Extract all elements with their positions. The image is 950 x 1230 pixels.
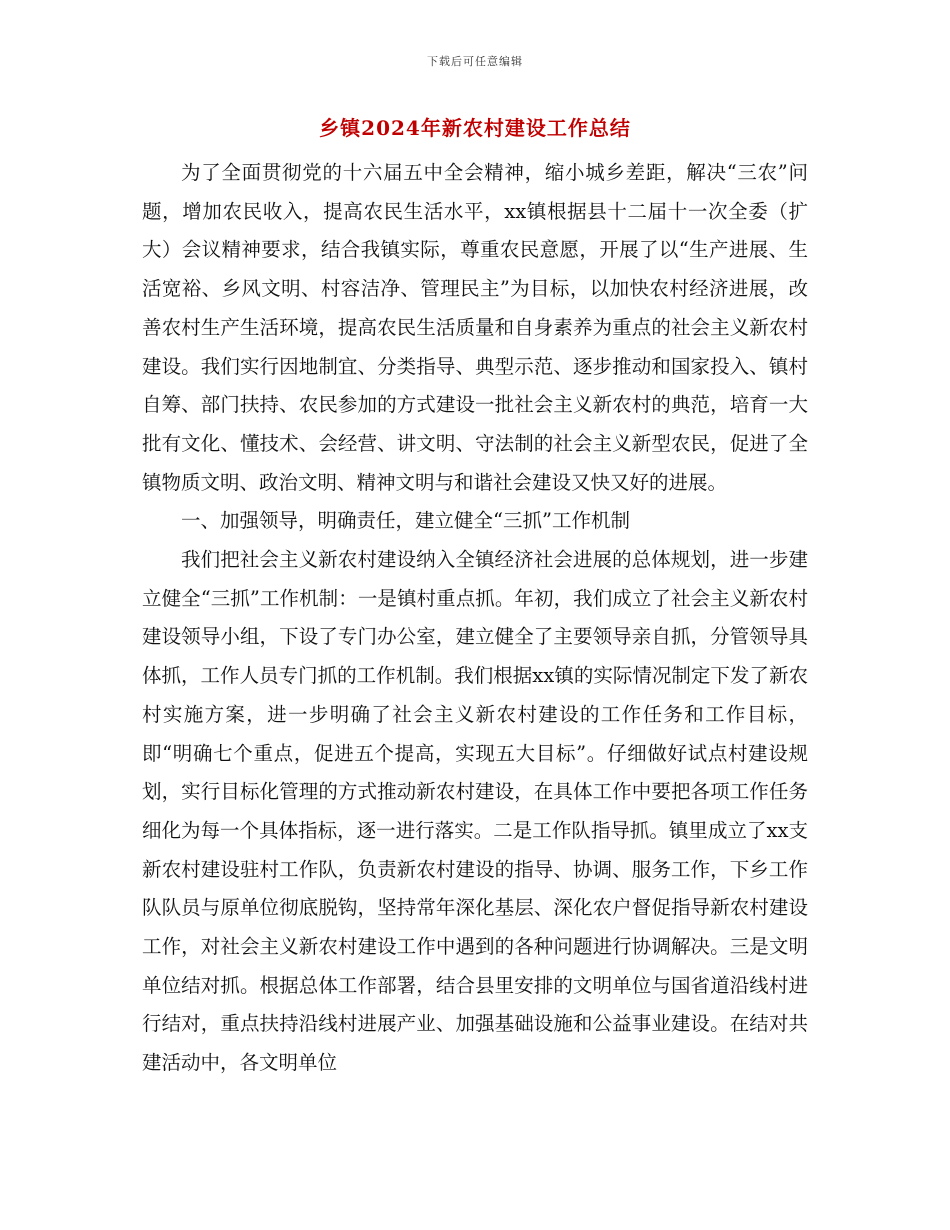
document-body [142,154,808,1083]
paragraph-intro: 为了全面贯彻党的十六届五中全会精神，缩小城乡差距，解决“三农”问题，增加农民收入，提高农民生活水平，xx镇根据县十二届十一次全委（扩大）会议精神要求，结合我镇实际，尊重农民意愿，开展了以“生产进展、生活宽裕、乡风文明、村容洁净、管理民主”为目标，以加快农村经济进展，改善农村生产生活环境，提高农民生活质量和自身素养为重点的社会主义新农村建设。我们实行因地制宜、分类指导、典型示范、逐步推动和国家投入、镇村自筹、部门扶持、农民参加的方式建设一批社会主义新农村的典范，培育一大批有文化、懂技术、会经营、讲文明、守法制的社会主义新型农民，促进了全镇物质文明、政治文明、精神文明与和谐社会建设又快又好的进展。 [142,161,808,494]
section-heading-1: 一、加强领导，明确责任，建立健全“三抓”工作机制 [181,509,630,533]
document-title: 乡镇2024年新农村建设工作总结 [319,116,631,140]
paragraph-section-1: 我们把社会主义新农村建设纳入全镇经济社会进展的总体规划，进一步建立健全“三抓”工作机制：一是镇村重点抓。年初，我们成立了社会主义新农村建设领导小组，下设了专门办公室，建立健全了主要领导亲自抓，分管领导具体抓，工作人员专门抓的工作机制。我们根据xx镇的实际情况制定下发了新农村实施方案，进一步明确了社会主义新农村建设的工作任务和工作目标，即“明确七个重点，促进五个提高，实现五大目标”。仔细做好试点村建设规划，实行目标化管理的方式推动新农村建设，在具体工作中要把各项工作任务细化为每一个具体指标，逐一进行落实。二是工作队指导抓。镇里成立了xx支新农村建设驻村工作队，负责新农村建设的指导、协调、服务工作，下乡工作队队员与原单位彻底脱钩，坚持常年深化基层、深化农户督促指导新农村建设工作，对社会主义新农村建设工作中遇到的各种问题进行协调解决。三是文明单位结对抓。根据总体工作部署，结合县里安排的文明单位与国省道沿线村进行结对，重点扶持沿线村进展产业、加强基础设施和公益事业建设。在结对共建活动中，各文明单位 [142,548,808,1075]
page-header-note: 下载后可任意编辑 [427,55,523,68]
